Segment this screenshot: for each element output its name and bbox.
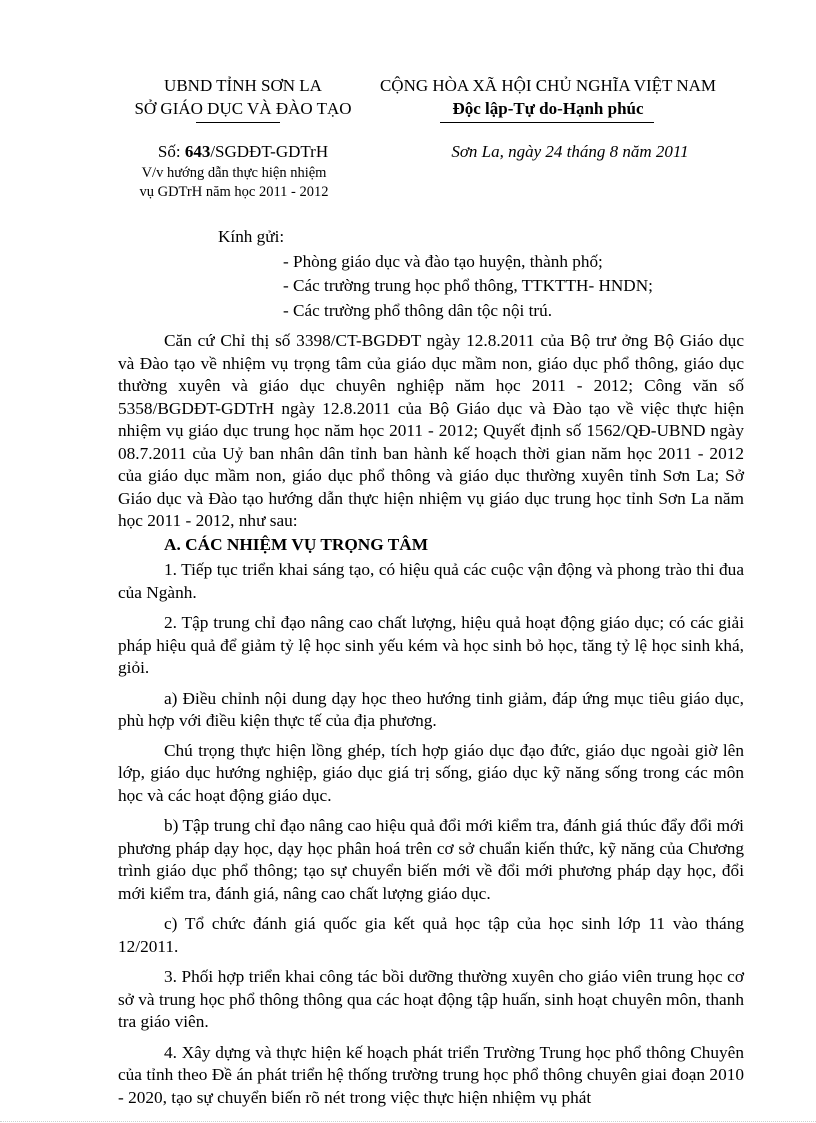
document-number-prefix: Số: <box>157 142 185 161</box>
document-number-suffix: /SGDĐT-GDTrH <box>210 142 329 161</box>
subject-line-1: V/v hướng dẫn thực hiện nhiệm <box>141 165 327 181</box>
motto-underline <box>440 122 654 123</box>
national-motto: Độc lập-Tự do-Hạnh phúc <box>452 99 644 118</box>
issuer-authority: UBND TỈNH SƠN LA <box>164 76 322 95</box>
paragraph-2b: b) Tập trung chỉ đạo nâng cao hiệu quả đổi mới kiểm tra, đánh giá thúc đẩy đổi mới phương pháp dạy học, dạy học phân hoá trên cơ sở chuẩn kiến thức, kỹ năng của Chương trình giáo dục phổ thông; tạo sự chuyển biến mới về đổi mới phương pháp dạy học, đổi mới kiểm tra, đánh giá, nâng cao chất lượng giáo dục. <box>118 816 744 903</box>
paragraph-3: 3. Phối hợp triển khai công tác bồi dưỡng thường xuyên cho giáo viên trung học cơ sở và trung học phổ thông thông qua các hoạt động tập huấn, sinh hoạt chuyên môn, thanh tra giáo viên. <box>118 967 744 1031</box>
issuer-underline <box>196 122 280 123</box>
place-date: Sơn La, ngày 24 tháng 8 năm 2011 <box>451 142 689 161</box>
recipient-item: - Các trường phổ thông dân tộc nội trú. <box>283 300 553 320</box>
recipients-label: Kính gửi: <box>218 227 285 246</box>
section-a-heading: A. CÁC NHIỆM VỤ TRỌNG TÂM <box>164 534 429 554</box>
paragraph-2c: c) Tổ chức đánh giá quốc gia kết quả học tập của học sinh lớp 11 vào tháng 12/2011. <box>118 914 744 956</box>
document-body <box>118 330 744 1109</box>
paragraph-2: 2. Tập trung chỉ đạo nâng cao chất lượng, hiệu quả hoạt động giáo dục; có các giải pháp hiệu quả để giảm tỷ lệ học sinh yếu kém và học sinh bỏ học, tăng tỷ lệ học sinh khá, giỏi. <box>118 613 744 677</box>
recipient-item: - Các trường trung học phổ thông, TTKTTH- HNDN; <box>283 276 653 296</box>
issuer-department: SỞ GIÁO DỤC VÀ ĐÀO TẠO <box>134 99 352 118</box>
paragraph-4: 4. Xây dựng và thực hiện kế hoạch phát triển Trường Trung học phổ thông Chuyên của tỉnh theo Đề án phát triển hệ thống trường trung học phổ thông chuyên giai đoạn 2010 - 2020, tạo sự chuyển biến rõ nét trong việc thực hiện nhiệm vụ phát <box>118 1042 744 1107</box>
paragraph-2a: a) Điều chỉnh nội dung dạy học theo hướng tinh giảm, đáp ứng mục tiêu giáo dục, phù hợp với điều kiện thực tế của địa phương. <box>118 688 744 730</box>
document-number <box>118 142 368 162</box>
subject-line-2: vụ GDTrH năm học 2011 - 2012 <box>139 184 329 200</box>
document-number-value: 643 <box>184 142 211 161</box>
paragraph-2a-continued: Chú trọng thực hiện lồng ghép, tích hợp giáo dục đạo đức, giáo dục ngoài giờ lên lớp, giáo dục hướng nghiệp, giáo dục giá trị sống, giáo dục kỹ năng sống trong các môn học và các hoạt động giáo dục. <box>118 740 744 805</box>
paragraph-1: 1. Tiếp tục triển khai sáng tạo, có hiệu quả các cuộc vận động và phong trào thi đua của Ngành. <box>118 560 744 602</box>
recipient-item: - Phòng giáo dục và đào tạo huyện, thành phố; <box>283 251 603 271</box>
page-bottom-divider <box>0 1121 816 1122</box>
recipients-block <box>218 225 653 323</box>
intro-paragraph: Căn cứ Chỉ thị số 3398/CT-BGDĐT ngày 12.8.2011 của Bộ trư ởng Bộ Giáo dục và Đào tạo về nhiệm vụ trọng tâm của giáo dục mầm non, giáo dục phổ thông, giáo dục thường xuyên và giáo dục chuyên nghiệp năm học 2011 - 2012; Công văn số 5358/BGDĐT-GDTrH ngày 12.8.2011 của Bộ Giáo dục và Đào tạo về việc thực hiện nhiệm vụ giáo dục trung học năm học 2011 - 2012; Quyết định số 1562/QĐ-UBND ngày 08.7.2011 của Uỷ ban nhân dân tỉnh ban hành kế hoạch thời gian năm học 2011 - 2012 của giáo dục mầm non, giáo dục phổ thông và giáo dục thường xuyên tỉnh Sơn La; Sở Giáo dục và Đào tạo hướng dẫn thực hiện nhiệm vụ giáo dục trung học tỉnh Sơn La năm học 2011 - 2012, như sau: <box>118 331 744 530</box>
national-title: CỘNG HÒA XÃ HỘI CHỦ NGHĨA VIỆT NAM <box>379 76 717 95</box>
